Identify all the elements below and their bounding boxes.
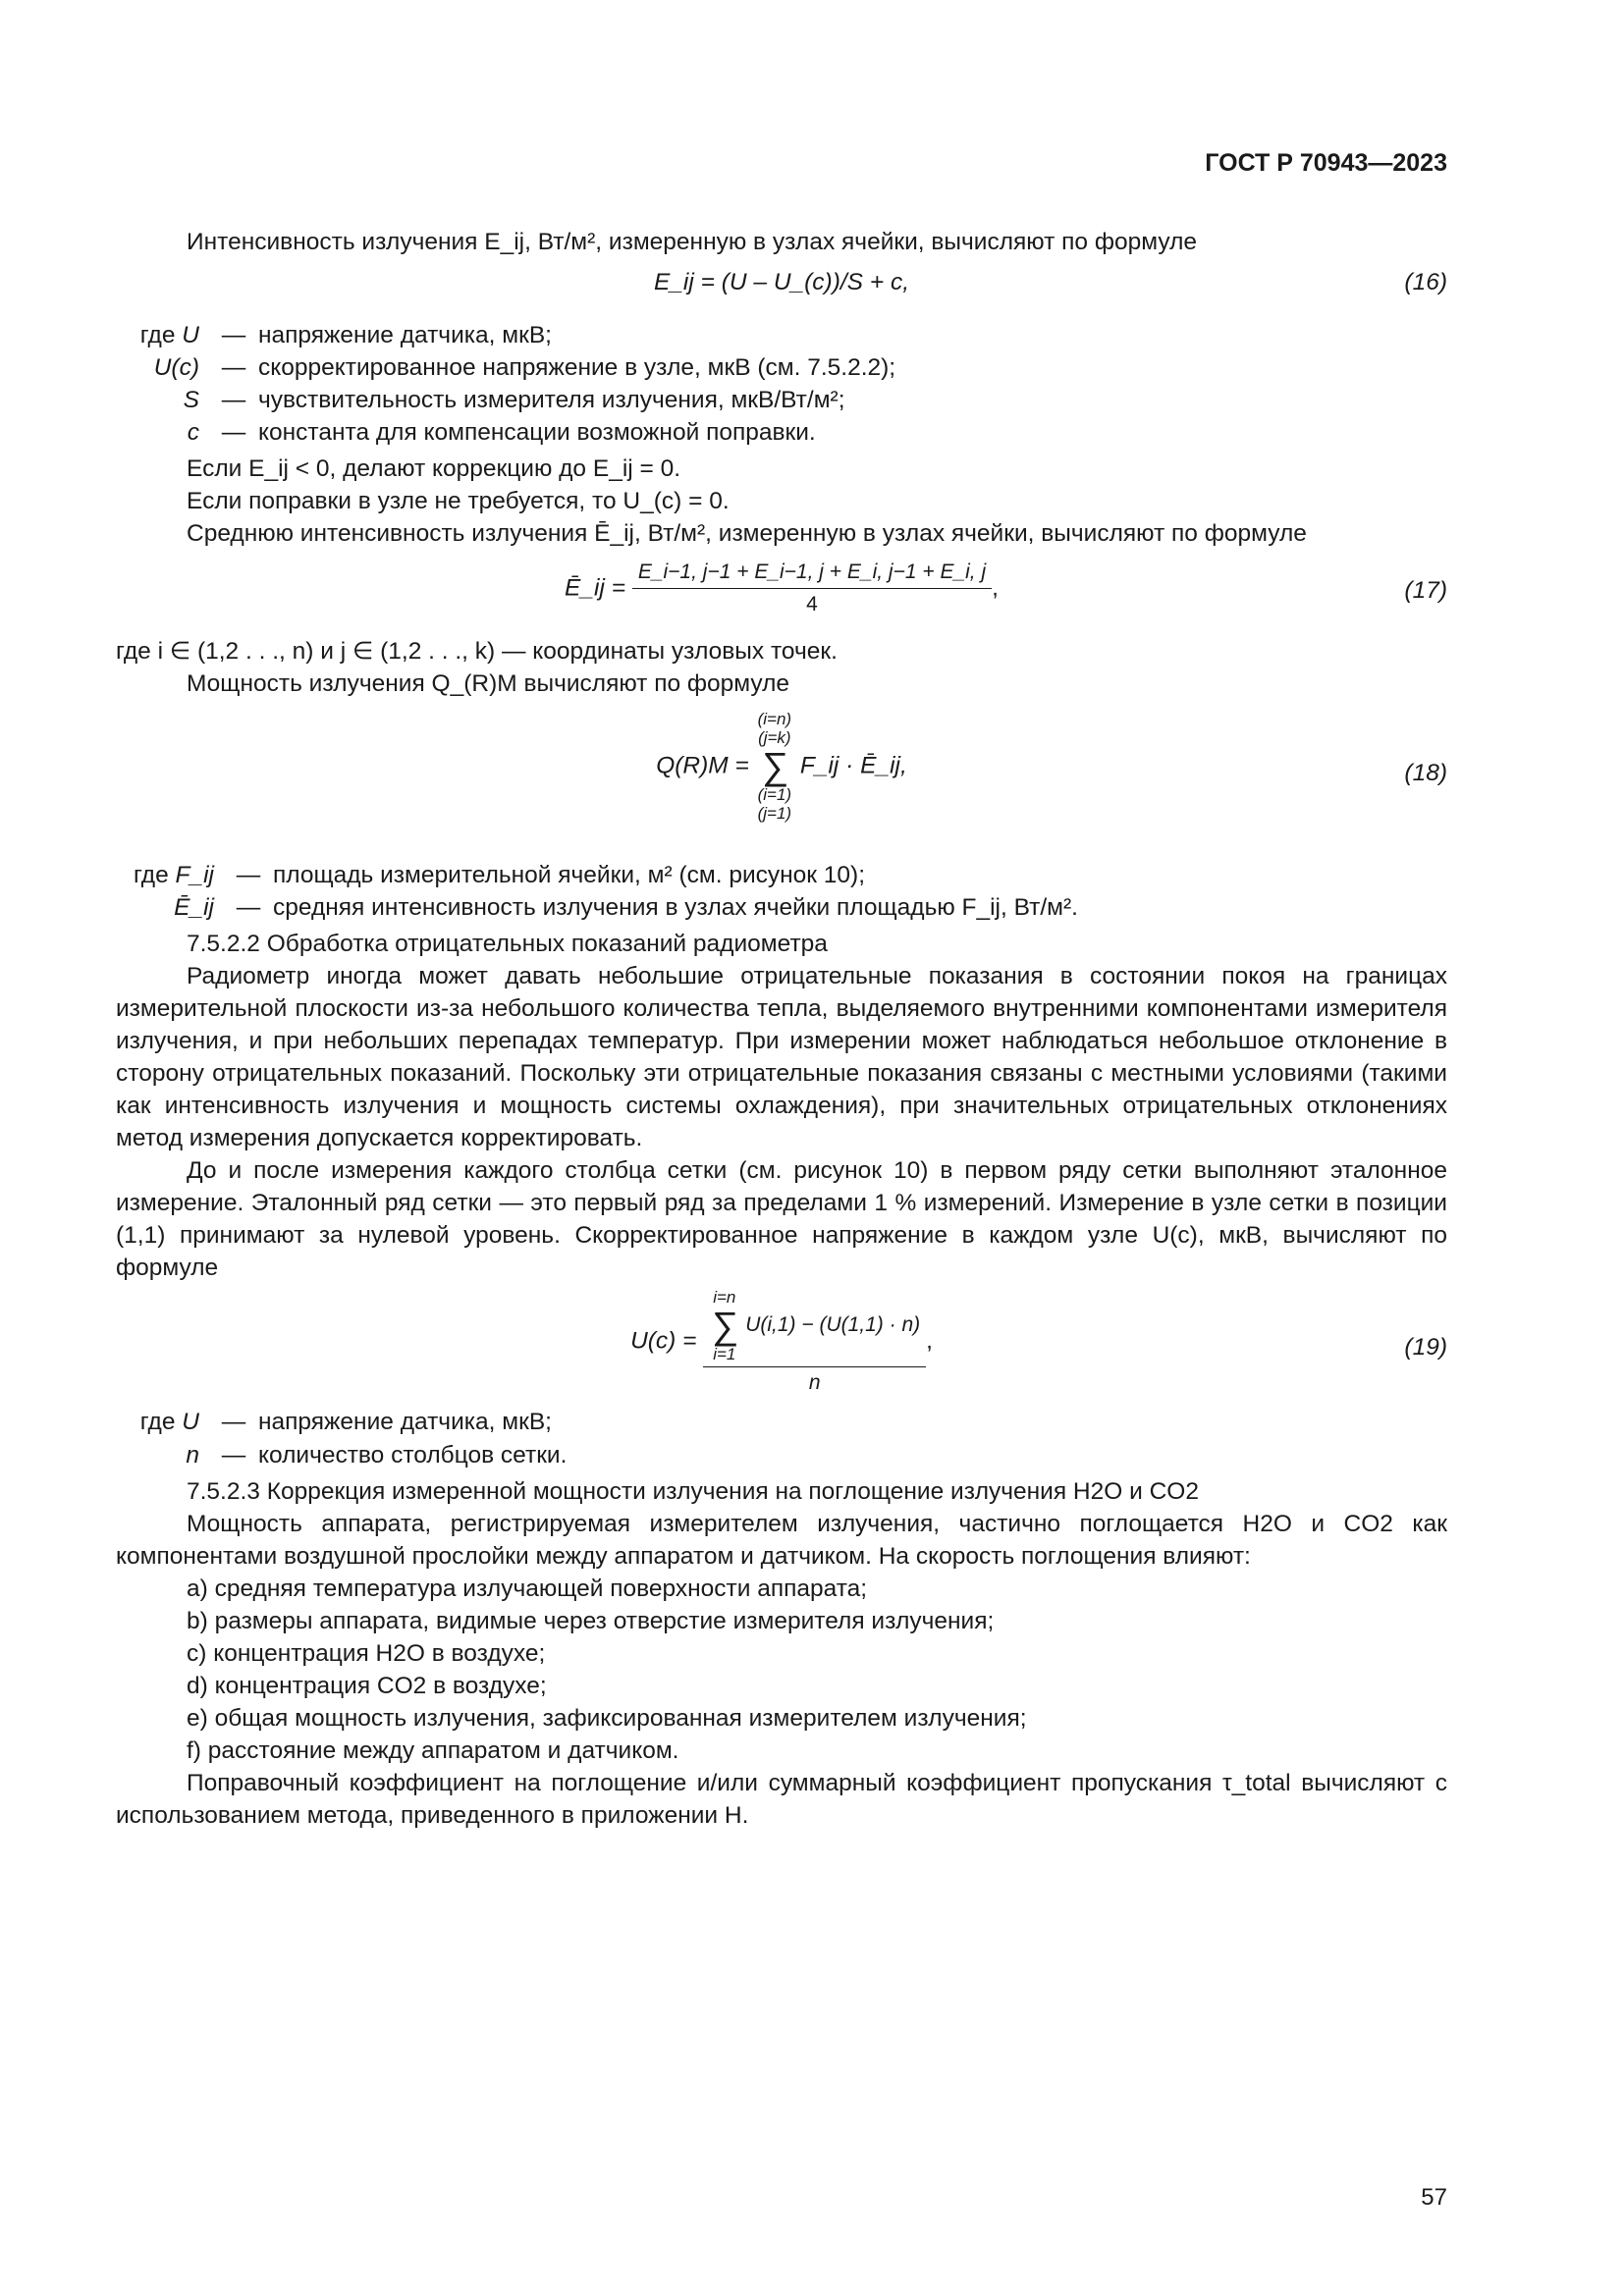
definition-symbol: где U	[139, 1409, 199, 1436]
paragraph-correction-zero: Если E_ij < 0, делают коррекцию до E_ij = 0.	[187, 455, 681, 483]
definition-text: напряжение датчика, мкВ;	[258, 1409, 552, 1436]
equation-16-formula: E_ij = (U – U_(c))/S + c,	[653, 269, 910, 296]
sigma-symbol: ∑	[711, 1305, 738, 1347]
list-item: f) расстояние между аппаратом и датчиком.	[187, 1737, 679, 1765]
definition-text: количество столбцов сетки.	[258, 1441, 568, 1468]
definition-row: Ē_ij — средняя интенсивность излучения в узлах ячейки площадью F_ij, Вт/м².	[116, 891, 1447, 924]
definition-symbol: S	[183, 387, 199, 414]
paragraph-node-coordinates: где i ∈ (1,2 . . ., n) и j ∈ (1,2 . . ., k) — координаты узловых точек.	[116, 637, 838, 665]
definition-text: площадь измерительной ячейки, м² (см. рисунок 10);	[273, 861, 866, 888]
definition-row: где U — напряжение датчика, мкВ;	[116, 1406, 1447, 1438]
equation-16	[116, 266, 1447, 315]
equation-18	[116, 700, 1447, 847]
equation-19-lhs: U(c) =	[630, 1328, 697, 1356]
definition-row: U(c) — скорректированное напряжение в узле, мкВ (см. 7.5.2.2);	[116, 351, 1447, 384]
paragraph-reference-measurement: До и после измерения каждого столбца сетки (см. рисунок 10) в первом ряду сетки выполняют эталонное измерение. Эталонный ряд сетки — это первый ряд за пределами 1 % измерений. Измерение в узле сетки в позиции (1,1) принимают за нулевой уровень. Скорректированное напряжение в каждом узле U(c), мкВ, вычисляют по формуле	[116, 1157, 1447, 1282]
equation-17: Ē_ij = $\frac{E\_i-1, j-1 + E\_i-1, j + E\_i, j-1 + E\_i, j}{4}$ , (17)	[116, 559, 1447, 627]
definitions-19	[116, 1406, 1447, 1470]
paragraph-transmission-coefficient: Поправочный коэффициент на поглощение и/или суммарный коэффициент пропускания τ_total вычисляют с использованием метода, приведенного в приложении H.	[116, 1770, 1447, 1830]
document-body	[116, 226, 1447, 1832]
equation-17-numerator: E_i−1, j−1 + E_i−1, j + E_i, j−1 + E_i, j	[632, 559, 992, 589]
equation-19-denominator: n	[808, 1370, 821, 1394]
definition-row: где U — напряжение датчика, мкВ;	[116, 319, 1447, 351]
equation-17-lhs: Ē_ij =	[565, 573, 625, 601]
paragraph-mean-intensity: Среднюю интенсивность излучения Ē_ij, Вт/м², измеренную в узлах ячейки, вычисляют по формуле	[187, 520, 1307, 548]
definition-symbol: n	[186, 1441, 199, 1468]
section-heading-7-5-2-2: 7.5.2.2 Обработка отрицательных показаний радиометра	[187, 930, 828, 957]
definition-text: средняя интенсивность излучения в узлах ячейки площадью F_ij, Вт/м².	[273, 893, 1078, 921]
definition-row: c — константа для компенсации возможной поправки.	[116, 416, 1447, 449]
definition-symbol: Ē_ij	[174, 893, 214, 921]
standard-header: ГОСТ Р 70943—2023	[1205, 149, 1447, 177]
equation-17-number: (17)	[1404, 576, 1447, 604]
definition-symbol: где U	[139, 322, 199, 349]
equation-18-sum: (i=n) (j=k) ∑ (i=1) (j=1)	[757, 709, 792, 824]
definitions-16	[116, 319, 1447, 449]
definition-symbol: c	[187, 419, 199, 447]
equation-17-denominator: 4	[806, 592, 818, 615]
list-item: a) средняя температура излучающей поверхности аппарата;	[187, 1575, 868, 1602]
equation-18-body: F_ij · Ē_ij,	[799, 752, 907, 779]
paragraph-no-correction: Если поправки в узле не требуется, то U_(c) = 0.	[187, 488, 730, 515]
equation-16-number: (16)	[1404, 269, 1447, 296]
definition-symbol: где F_ij	[133, 861, 214, 888]
equation-19-number: (19)	[1404, 1334, 1447, 1362]
equation-18-number: (18)	[1404, 759, 1447, 786]
factor-list	[116, 1573, 1447, 1767]
paragraph-absorption: Мощность аппарата, регистрируемая измерителем излучения, частично поглощается H2O и CO2 как компонентами воздушной прослойки между аппаратом и датчиком. На скорость поглощения влияют:	[116, 1510, 1447, 1570]
definitions-18	[116, 859, 1447, 924]
list-item: b) размеры аппарата, видимые через отверстие измерителя излучения;	[187, 1607, 995, 1634]
sigma-symbol: ∑	[761, 745, 788, 787]
equation-19: U(c) = i=n ∑ i=1 U(i,1) − (U(1,1) · n) n , (19)	[116, 1284, 1447, 1402]
definition-text: скорректированное напряжение в узле, мкВ (см. 7.5.2.2);	[258, 354, 896, 382]
equation-19-fraction	[703, 1288, 926, 1396]
definition-text: напряжение датчика, мкВ;	[258, 322, 552, 349]
page-number: 57	[1421, 2184, 1447, 2211]
equation-19-numerator: U(i,1) − (U(1,1) · n)	[745, 1313, 921, 1337]
definition-row: S — чувствительность измерителя излучения, мкВ/Вт/м²;	[116, 384, 1447, 416]
paragraph-power: Мощность излучения Q_(R)M вычисляют по формуле	[187, 669, 790, 697]
list-item: c) концентрация H2O в воздухе;	[187, 1639, 546, 1667]
definition-text: чувствительность измерителя излучения, мкВ/Вт/м²;	[258, 387, 845, 414]
paragraph-intensity: Интенсивность излучения E_ij, Вт/м², измеренную в узлах ячейки, вычисляют по формуле	[187, 229, 1198, 255]
equation-19-sum: i=n ∑ i=1	[711, 1288, 738, 1363]
definition-symbol: U(c)	[153, 354, 199, 382]
definition-row: n — количество столбцов сетки.	[116, 1439, 1447, 1471]
definition-text: константа для компенсации возможной поправки.	[258, 419, 816, 447]
section-heading-7-5-2-3: 7.5.2.3 Коррекция измеренной мощности излучения на поглощение излучения H2O и CO2	[187, 1477, 1199, 1505]
document-page	[116, 0, 1447, 2296]
paragraph-radiometer: Радиометр иногда может давать небольшие отрицательные показания в состоянии покоя на границах измерительной плоскости из-за небольшого количества тепла, выделяемого внутренними компонентами измерителя излучения, и при небольших перепадах температур. При измерении может наблюдаться небольшое отклонение в сторону отрицательных показаний. Поскольку эти отрицательные показания связаны с местными условиями (такими как интенсивность излучения и мощность системы охлаждения), при значительных отрицательных отклонениях метод измерения допускается корректировать.	[116, 962, 1447, 1152]
equation-17-fraction	[632, 559, 992, 619]
equation-18-lhs: Q(R)M =	[656, 752, 749, 779]
list-item: e) общая мощность излучения, зафиксированная измерителем излучения;	[187, 1705, 1027, 1732]
list-item: d) концентрация CO2 в воздухе;	[187, 1672, 547, 1699]
definition-row: где F_ij — площадь измерительной ячейки, м² (см. рисунок 10);	[116, 859, 1447, 891]
